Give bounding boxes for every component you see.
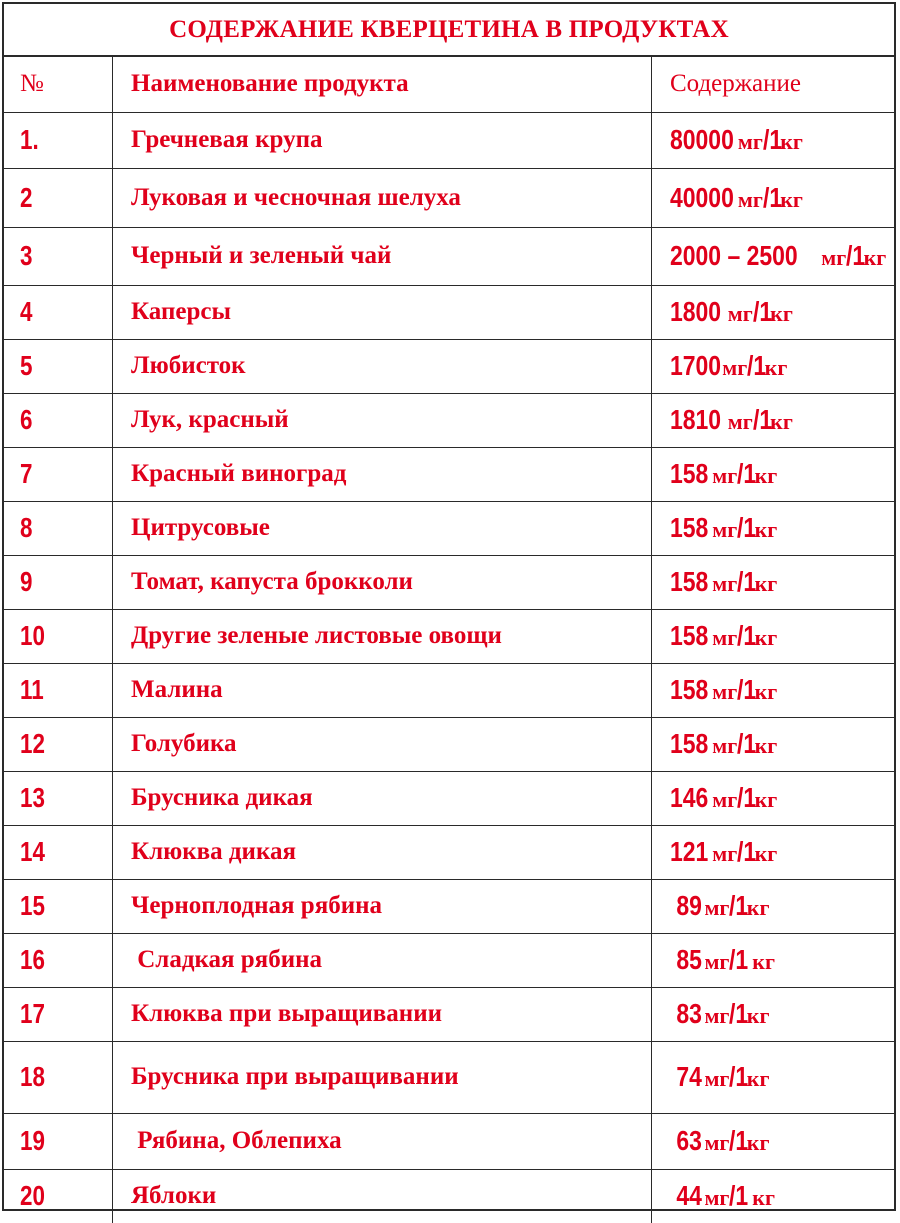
content-amount: 89 — [670, 890, 702, 921]
product-name: Голубика — [131, 730, 237, 757]
content-unit-kg: кг — [746, 1185, 775, 1211]
product-name-cell — [113, 447, 652, 501]
product-name-cell — [113, 987, 652, 1041]
product-name-cell — [113, 1169, 652, 1223]
product-name: Брусника при выращивании — [131, 1063, 459, 1090]
content-per-one: /1 — [737, 782, 757, 813]
row-number: 16 — [20, 944, 45, 975]
content-amount: 1810 — [670, 404, 722, 435]
product-name-cell — [113, 168, 652, 227]
content-unit-kg: кг — [754, 787, 778, 812]
product-name: Черный и зеленый чай — [131, 242, 392, 269]
content-per-one: /1 — [737, 566, 757, 597]
product-name: Клюква при выращивании — [131, 1000, 443, 1027]
product-name-cell — [113, 555, 652, 609]
content-cell — [652, 933, 895, 987]
content-amount: 40000 — [670, 181, 734, 213]
content-unit-kg: кг — [754, 571, 778, 596]
content-per-one: /1 — [737, 512, 757, 543]
content-per-one: /1 — [729, 1061, 749, 1092]
product-name-cell — [113, 663, 652, 717]
row-number-cell — [4, 1113, 113, 1169]
content-unit-kg: кг — [746, 949, 775, 974]
content-per-one: /1 — [747, 350, 767, 381]
row-number: 12 — [20, 728, 45, 759]
table-row — [4, 663, 894, 717]
row-number-cell — [4, 1041, 113, 1113]
table-row — [4, 112, 894, 168]
product-name: Луковая и чесночная шелуха — [131, 183, 461, 211]
table-row — [4, 771, 894, 825]
content-unit-mg: мг — [722, 355, 748, 380]
row-number-cell — [4, 771, 113, 825]
row-number-cell — [4, 825, 113, 879]
content-cell — [652, 663, 895, 717]
content-value — [670, 1180, 775, 1212]
product-name-cell — [113, 825, 652, 879]
product-name-cell — [113, 501, 652, 555]
content-unit-kg: кг — [746, 1066, 770, 1091]
content-unit-kg: кг — [770, 301, 793, 326]
row-number-cell — [4, 717, 113, 771]
content-cell — [652, 227, 895, 285]
content-per-one: /1 — [729, 1125, 749, 1156]
table-header-row — [4, 57, 894, 112]
row-number-cell — [4, 227, 113, 285]
content-cell — [652, 609, 895, 663]
content-value — [670, 782, 777, 814]
content-unit-mg: мг — [706, 517, 738, 542]
content-value — [670, 1061, 769, 1093]
content-amount: 1800 — [670, 296, 722, 327]
content-unit-mg: мг — [706, 679, 738, 704]
content-cell — [652, 717, 895, 771]
content-per-one: /1 — [737, 836, 757, 867]
product-name-cell — [113, 339, 652, 393]
content-unit-mg: мг — [706, 571, 738, 596]
table-row — [4, 987, 894, 1041]
content-cell — [652, 555, 895, 609]
row-number: 19 — [20, 1125, 45, 1156]
content-unit-kg: кг — [780, 129, 803, 154]
product-name-cell — [113, 933, 652, 987]
content-unit-kg: кг — [746, 1003, 770, 1028]
content-amount: 158 — [670, 728, 709, 759]
content-unit-mg: мг — [706, 787, 738, 812]
row-number-cell — [4, 447, 113, 501]
content-unit-kg: кг — [746, 1130, 770, 1155]
row-number-cell — [4, 933, 113, 987]
product-name: Сладкая рябина — [131, 946, 323, 973]
row-number-cell — [4, 1169, 113, 1223]
content-amount: 158 — [670, 674, 709, 705]
row-number: 3 — [20, 240, 33, 271]
content-unit-mg: мг — [722, 409, 753, 434]
product-name: Каперсы — [131, 298, 231, 325]
product-name-cell — [113, 879, 652, 933]
table-row — [4, 168, 894, 227]
content-per-one: /1 — [737, 620, 757, 651]
product-name: Гречневая крупа — [131, 126, 323, 153]
table-row — [4, 879, 894, 933]
row-number: 6 — [20, 404, 33, 435]
content-per-one: /1 — [752, 404, 772, 435]
table-row — [4, 1169, 894, 1223]
content-per-one: /1 — [846, 240, 866, 271]
content-cell — [652, 771, 895, 825]
row-number: 1. — [20, 124, 39, 155]
row-number: 17 — [20, 998, 45, 1029]
row-number-cell — [4, 501, 113, 555]
content-value — [670, 124, 803, 156]
product-name-cell — [113, 609, 652, 663]
product-name-cell — [113, 112, 652, 168]
content-unit-kg: кг — [754, 517, 778, 542]
content-per-one: /1 — [762, 124, 783, 155]
content-unit-kg: кг — [754, 625, 778, 650]
table-row — [4, 1041, 894, 1113]
content-amount: 158 — [670, 620, 709, 651]
row-number: 10 — [20, 620, 45, 651]
table-row — [4, 339, 894, 393]
content-cell — [652, 1169, 895, 1223]
table-row — [4, 285, 894, 339]
content-cell — [652, 1113, 895, 1169]
content-per-one: /1 — [737, 674, 757, 705]
product-name-cell — [113, 1041, 652, 1113]
content-per-one: /1 — [729, 944, 749, 975]
content-cell — [652, 393, 895, 447]
content-unit-mg: мг — [698, 1066, 730, 1091]
content-value — [670, 944, 775, 976]
header-number: № — [4, 57, 113, 112]
content-unit-kg: кг — [754, 733, 778, 758]
product-name: Цитрусовые — [131, 514, 270, 541]
product-name: Яблоки — [131, 1182, 217, 1210]
row-number: 13 — [20, 782, 45, 813]
content-cell — [652, 112, 895, 168]
content-unit-mg: мг — [706, 733, 738, 758]
content-per-one: /1 — [762, 181, 783, 213]
content-unit-kg: кг — [754, 463, 778, 488]
content-cell — [652, 168, 895, 227]
content-amount: 146 — [670, 782, 709, 813]
content-amount: 83 — [670, 998, 702, 1029]
row-number: 20 — [20, 1180, 45, 1212]
product-name-cell — [113, 393, 652, 447]
row-number: 8 — [20, 512, 33, 543]
content-unit-kg: кг — [754, 679, 778, 704]
content-value — [670, 404, 793, 436]
content-per-one: /1 — [729, 890, 749, 921]
row-number-cell — [4, 555, 113, 609]
product-name: Малина — [131, 676, 223, 703]
content-unit-mg: мг — [737, 186, 763, 212]
row-number-cell — [4, 168, 113, 227]
row-number-cell — [4, 393, 113, 447]
table-body — [4, 112, 894, 1223]
content-value — [670, 1125, 769, 1157]
product-name-cell — [113, 771, 652, 825]
row-number: 9 — [20, 566, 33, 597]
row-number: 14 — [20, 836, 45, 867]
row-number: 18 — [20, 1061, 45, 1092]
row-number: 7 — [20, 458, 33, 489]
content-unit-kg: кг — [764, 355, 788, 380]
content-amount: 85 — [670, 944, 702, 975]
content-cell — [652, 447, 895, 501]
table-row — [4, 227, 894, 285]
page-title: СОДЕРЖАНИЕ КВЕРЦЕТИНА В ПРОДУКТАХ — [4, 4, 894, 57]
content-value — [670, 458, 777, 490]
table-row — [4, 933, 894, 987]
content-per-one: /1 — [737, 458, 757, 489]
content-per-one: /1 — [729, 1180, 749, 1212]
content-unit-kg: кг — [746, 895, 770, 920]
product-name: Красный виноград — [131, 460, 347, 487]
content-cell — [652, 501, 895, 555]
row-number-cell — [4, 609, 113, 663]
content-amount: 80000 — [670, 124, 734, 155]
row-number: 11 — [20, 674, 44, 705]
product-name-cell — [113, 285, 652, 339]
content-unit-mg: мг — [815, 245, 847, 270]
content-unit-mg: мг — [698, 1130, 730, 1155]
row-number-cell — [4, 663, 113, 717]
product-name: Брусника дикая — [131, 784, 313, 811]
content-value — [670, 620, 777, 652]
content-amount: 158 — [670, 566, 709, 597]
product-name: Рябина, Облепиха — [131, 1127, 342, 1154]
table-row — [4, 447, 894, 501]
content-value — [670, 728, 777, 760]
row-number: 15 — [20, 890, 45, 921]
content-unit-mg: мг — [706, 841, 738, 866]
content-unit-mg: мг — [706, 625, 738, 650]
content-value — [670, 998, 769, 1030]
content-per-one: /1 — [752, 296, 772, 327]
product-name: Лук, красный — [131, 406, 289, 433]
content-amount: 63 — [670, 1125, 702, 1156]
content-cell — [652, 825, 895, 879]
content-per-one: /1 — [737, 728, 757, 759]
content-value — [670, 836, 777, 868]
content-value — [670, 890, 769, 922]
content-value — [670, 674, 777, 706]
table-row — [4, 717, 894, 771]
row-number-cell — [4, 987, 113, 1041]
content-unit-kg: кг — [770, 409, 793, 434]
table-row — [4, 555, 894, 609]
row-number-cell — [4, 285, 113, 339]
product-name-cell — [113, 717, 652, 771]
content-unit-kg: кг — [754, 841, 778, 866]
row-number: 4 — [20, 296, 33, 327]
content-unit-mg: мг — [698, 1185, 730, 1211]
product-name-cell — [113, 227, 652, 285]
content-cell — [652, 285, 895, 339]
row-number-cell — [4, 339, 113, 393]
content-cell — [652, 879, 895, 933]
product-name: Томат, капуста брокколи — [131, 568, 413, 595]
content-value — [670, 350, 787, 382]
product-name-cell — [113, 1113, 652, 1169]
content-value — [670, 182, 803, 214]
content-unit-mg: мг — [737, 129, 763, 154]
row-number: 5 — [20, 350, 33, 381]
table-row — [4, 609, 894, 663]
content-value — [670, 512, 777, 544]
content-unit-mg: мг — [698, 895, 730, 920]
content-amount: 2000 – 2500 — [670, 240, 798, 271]
header-product-name: Наименование продукта — [113, 57, 652, 112]
row-number-cell — [4, 879, 113, 933]
content-amount: 121 — [670, 836, 709, 867]
content-per-one: /1 — [729, 998, 749, 1029]
product-name: Клюква дикая — [131, 838, 297, 865]
content-value — [670, 240, 886, 272]
content-value — [670, 566, 777, 598]
table-row — [4, 393, 894, 447]
content-amount: 1700 — [670, 350, 722, 381]
product-name: Любисток — [131, 352, 246, 379]
products-table — [4, 57, 894, 1223]
table-row — [4, 825, 894, 879]
content-amount: 158 — [670, 458, 709, 489]
table-row — [4, 501, 894, 555]
content-unit-mg: мг — [706, 463, 738, 488]
content-cell — [652, 339, 895, 393]
content-unit-mg: мг — [698, 949, 730, 974]
content-amount: 74 — [670, 1061, 702, 1092]
content-unit-kg: кг — [780, 186, 803, 212]
table-row — [4, 1113, 894, 1169]
content-unit-mg: мг — [698, 1003, 730, 1028]
product-name: Черноплодная рябина — [131, 892, 383, 919]
content-unit-kg: кг — [863, 245, 887, 270]
content-cell — [652, 987, 895, 1041]
content-value — [670, 296, 793, 328]
header-content: Содержание — [652, 57, 895, 112]
content-cell — [652, 1041, 895, 1113]
quercetin-table-sheet — [2, 2, 896, 1211]
row-number-cell — [4, 112, 113, 168]
product-name: Другие зеленые листовые овощи — [131, 622, 502, 649]
content-amount: 158 — [670, 512, 709, 543]
content-amount: 44 — [670, 1180, 702, 1212]
content-unit-mg: мг — [722, 301, 753, 326]
row-number: 2 — [20, 181, 33, 213]
